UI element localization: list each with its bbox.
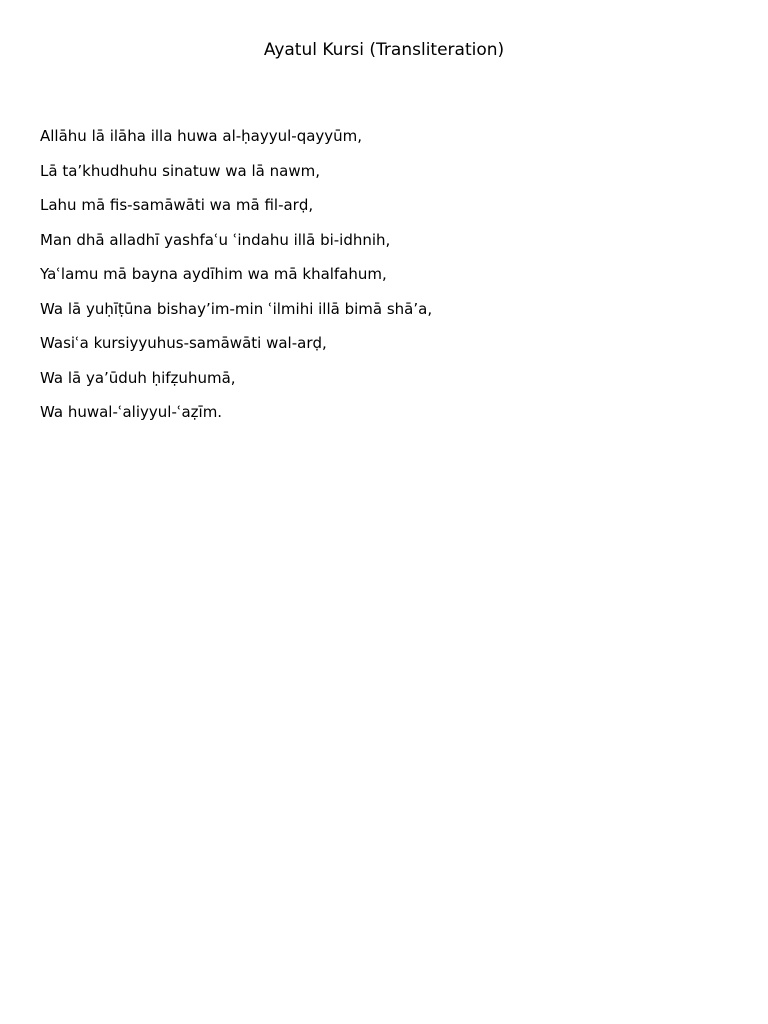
verse-list [40,126,740,437]
verse-line: Wa lā yuḥīṭūna bishayʼim-min ʿilmihi illā bimā shāʼa, [40,299,433,318]
document-title: Ayatul Kursi (Transliteration) [263,40,505,60]
verse-line: Wa lā yaʼūduh ḥifẓuhumā, [40,368,236,387]
verse-line: Wa huwal-ʿaliyyul-ʿaẓīm. [40,403,223,421]
verse-line: Lā taʼkhudhuhu sinatuw wa lā nawm, [40,161,320,180]
verse-line: Lahu mā fis-samāwāti wa mā fil-arḍ, [40,196,314,214]
verse-line: Yaʿlamu mā bayna aydīhim wa mā khalfahum, [40,265,387,283]
verse-line: Wasiʿa kursiyyuhus-samāwāti wal-arḍ, [40,334,327,352]
verse-line: Man dhā alladhī yashfaʿu ʿindahu illā bi-idhnih, [40,230,391,249]
verse-line: Allāhu lā ilāha illa huwa al-ḥayyul-qayyūm, [40,127,363,145]
